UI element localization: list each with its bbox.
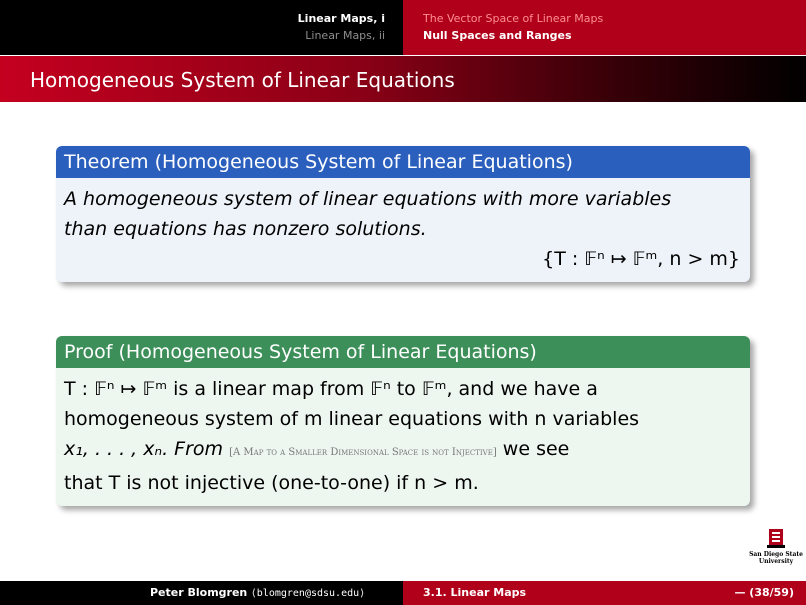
proof-variables: x₁, . . . , xₙ. From [64,438,224,460]
theorem-line-2: than equations has nonzero solutions. [64,218,427,240]
sdsu-logo [748,527,804,569]
footer-right [403,581,806,605]
proof-line-1: T : 𝔽ⁿ ↦ 𝔽ᵐ is a linear map from 𝔽ⁿ to 𝔽ᵐ, and we have a [64,378,598,400]
nav-link-linear-maps-i[interactable]: Linear Maps, i [297,12,385,25]
author-name: Peter Blomgren [150,586,248,599]
proof-title: Proof (Homogeneous System of Linear Equations) [56,336,750,368]
footer-left [0,581,403,605]
theorem-title: Theorem (Homogeneous System of Linear Equations) [56,146,750,178]
theorem-line-1: A homogeneous system of linear equations with more variables [64,188,672,210]
proof-line-2: homogeneous system of m linear equations with n variables [64,408,640,430]
theorem-block [56,146,750,282]
proof-line-4: that T is not injective (one-to-one) if n > m. [64,472,479,494]
logo-text-line-2: University [758,558,794,565]
footer-page-number: — (38/59) [734,586,794,599]
footer-section[interactable]: 3.1. Linear Maps [423,586,527,599]
sdsu-emblem-icon [766,527,786,551]
footer-author [150,586,365,599]
nav-link-null-spaces-and-ranges[interactable]: Null Spaces and Ranges [423,29,572,42]
frame-title: Homogeneous System of Linear Equations [30,68,455,92]
proof-block [56,336,750,506]
nav-link-linear-maps-ii[interactable]: Linear Maps, ii [305,29,385,42]
top-navigation [0,0,806,55]
nav-link-vector-space-of-linear-maps[interactable]: The Vector Space of Linear Maps [423,12,604,25]
theorem-condition: {T : 𝔽ⁿ ↦ 𝔽ᵐ, n > m} [542,248,740,270]
frame-title-bar [0,56,806,102]
proof-line-3-end: we see [502,438,570,460]
theorem-body [56,178,750,282]
nav-left-panel [0,0,403,55]
nav-right-panel [403,0,806,55]
proof-reference-link[interactable]: [A Map to a Smaller Dimensional Space is not Injective] [229,447,497,458]
footer-bar [0,581,806,605]
author-email: ⟨blomgren@sdsu.edu⟩ [250,588,366,599]
proof-line-3 [64,434,742,468]
logo-text-line-1: San Diego State [749,551,803,558]
proof-body [56,368,750,506]
